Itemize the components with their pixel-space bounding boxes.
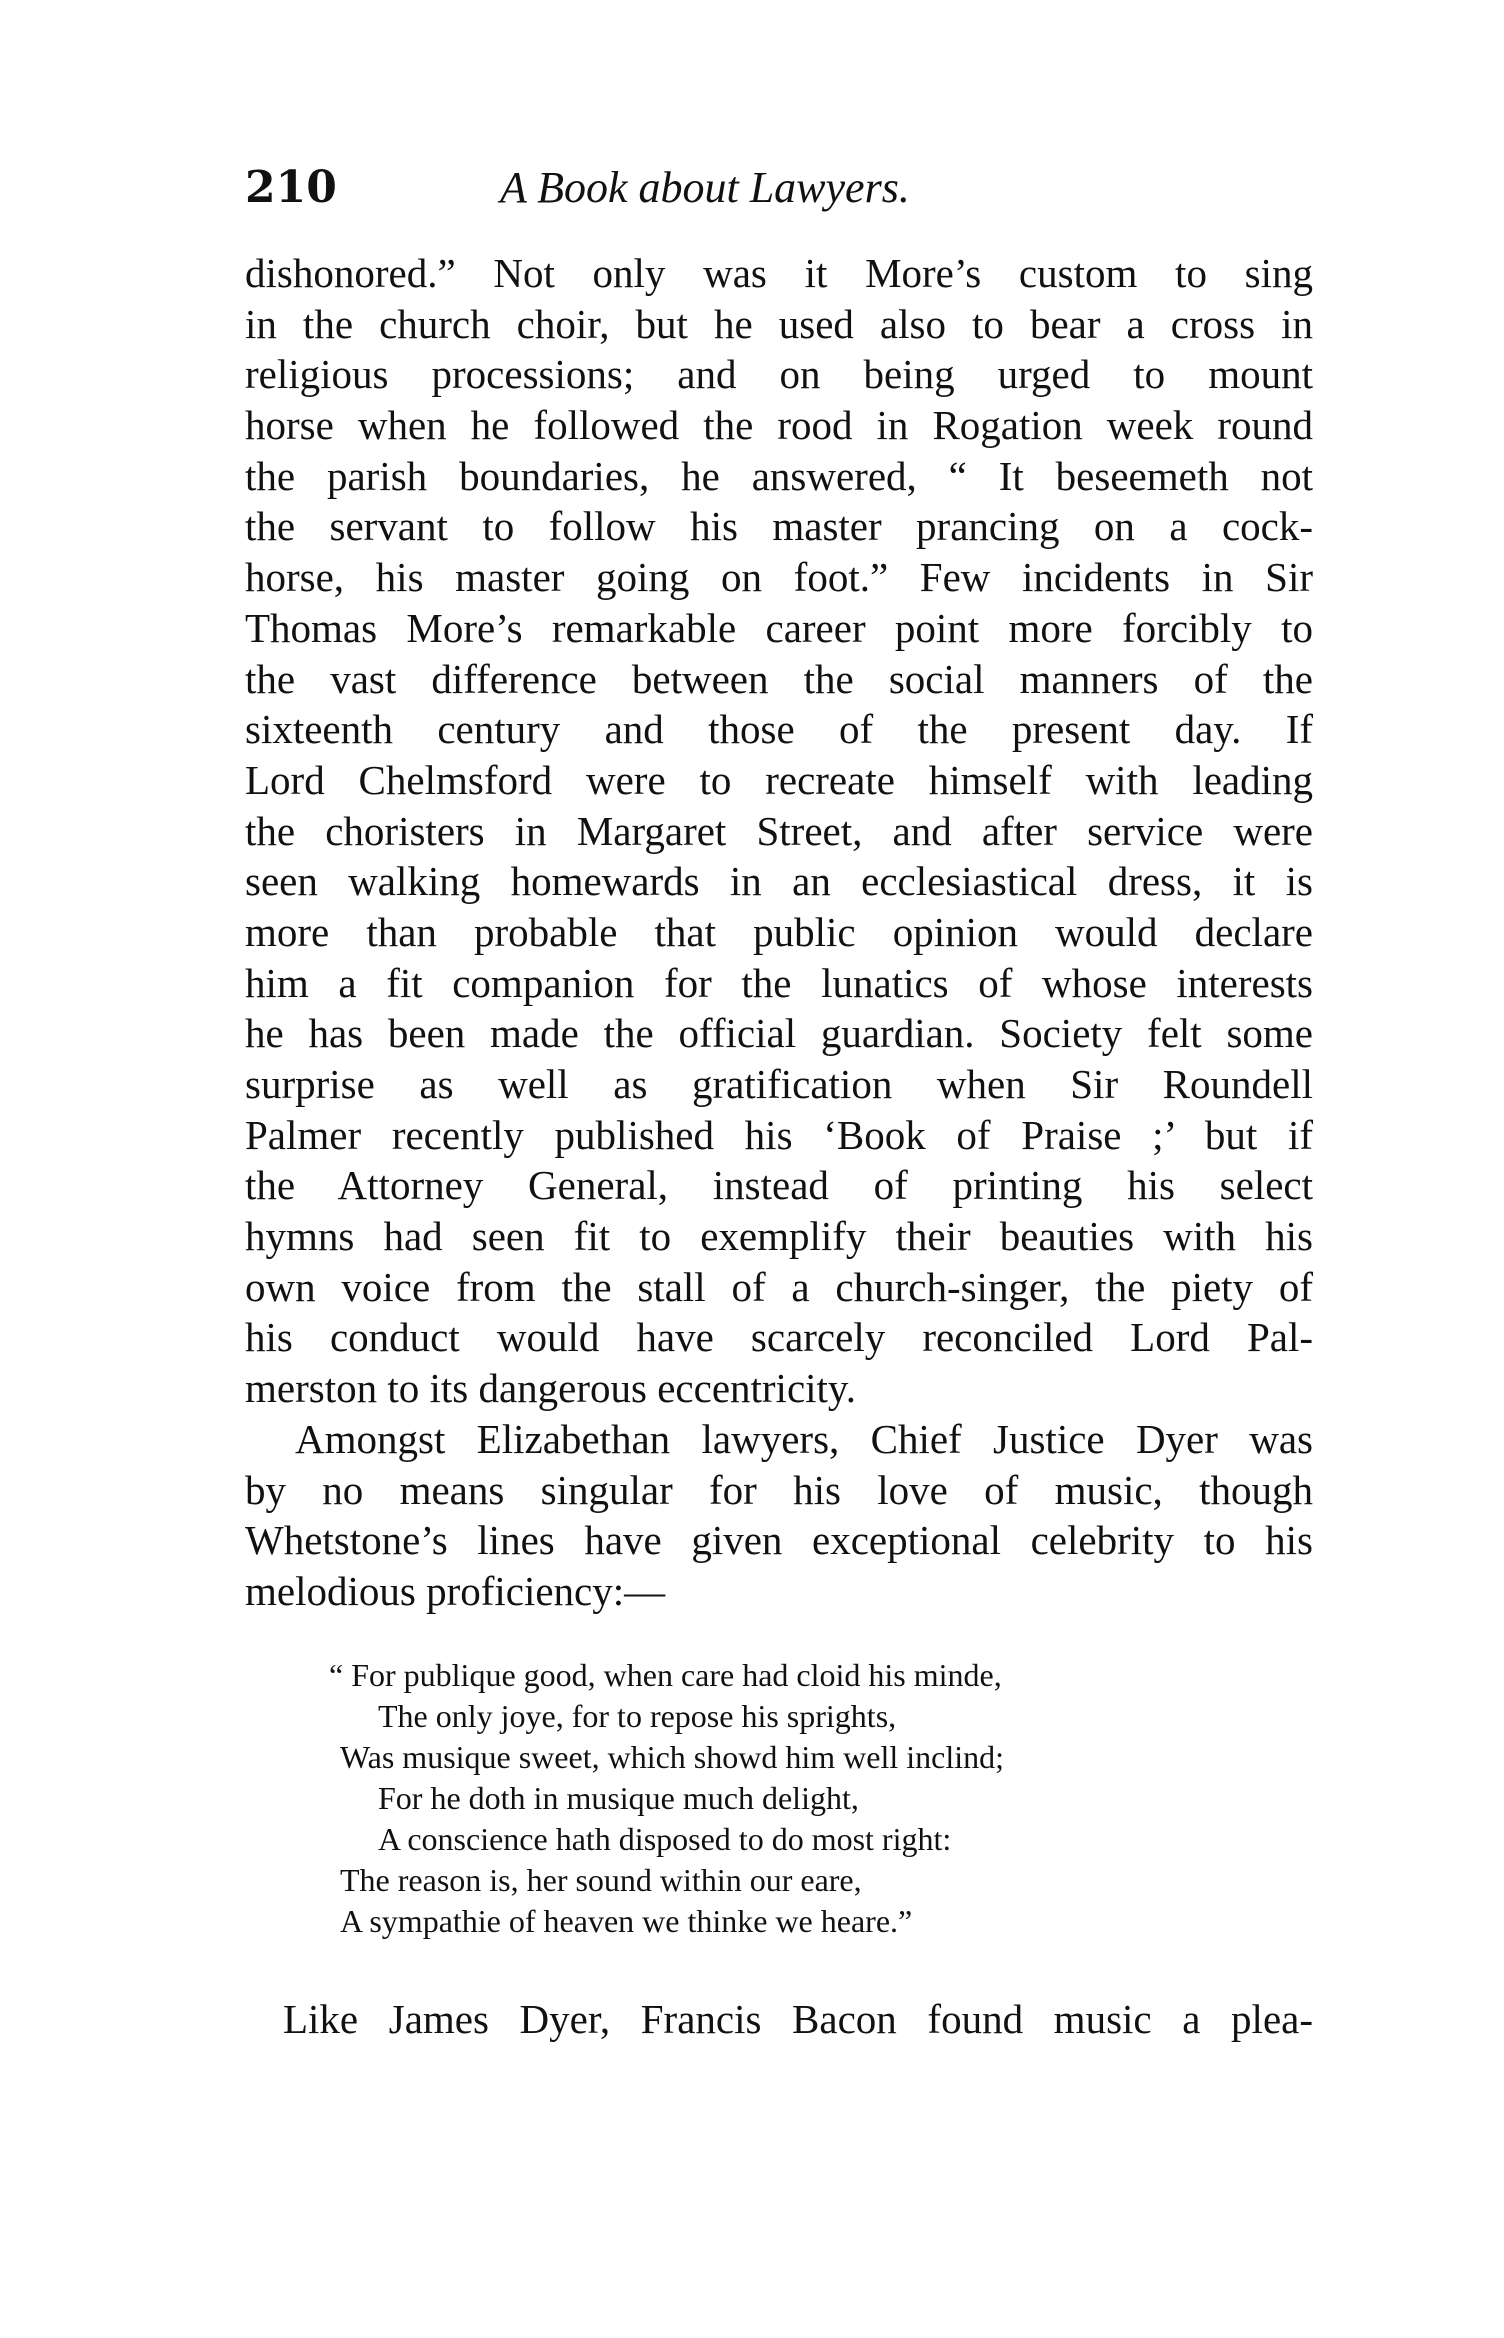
- text-line: the servant to follow his master prancing on a cock-: [245, 503, 1313, 550]
- text-line: merston to its dangerous eccentricity.: [245, 1365, 857, 1412]
- text-line: his conduct would have scarcely reconciled Lord Pal-: [245, 1314, 1313, 1361]
- text-line: Amongst Elizabethan lawyers, Chief Justice Dyer was: [295, 1415, 1313, 1462]
- verse-line: “ For publique good, when care had cloid his minde,: [329, 1657, 1002, 1693]
- text-line: more than probable that public opinion would declare: [245, 908, 1313, 955]
- text-line: dishonored.” Not only was it More’s custom to sing: [245, 250, 1313, 296]
- verse-line: A conscience hath disposed to do most right:: [378, 1821, 952, 1857]
- text-line: the vast difference between the social manners of the: [245, 655, 1313, 702]
- text-line: he has been made the official guardian. Society felt some: [245, 1010, 1313, 1057]
- text-line: horse, his master going on foot.” Few incidents in Sir: [245, 554, 1313, 601]
- text-line: seen walking homewards in an ecclesiastical dress, it is: [245, 858, 1313, 905]
- text-line: the choristers in Margaret Street, and after service were: [245, 807, 1313, 854]
- body-text: [245, 248, 1313, 1617]
- text-line: religious processions; and on being urged to mount: [245, 351, 1313, 398]
- running-head: [245, 158, 1315, 218]
- text-line: him a fit companion for the lunatics of whose interests: [245, 959, 1313, 1006]
- text-line: by no means singular for his love of music, though: [245, 1466, 1313, 1513]
- verse-line: The only joye, for to repose his sprights,: [378, 1698, 897, 1734]
- text-line: Lord Chelmsford were to recreate himself with leading: [245, 756, 1313, 803]
- verse-line: The reason is, her sound within our eare,: [340, 1862, 862, 1898]
- text-line: the parish boundaries, he answered, “ It beseemeth not: [245, 452, 1313, 499]
- verse-quotation: [329, 1655, 1240, 1942]
- text-line: Thomas More’s remarkable career point more forcibly to: [245, 604, 1313, 651]
- running-title: A Book about Lawyers.: [500, 163, 910, 212]
- text-line: Like James Dyer, Francis Bacon found music a plea-: [283, 1996, 1313, 2042]
- page-number: 210: [245, 162, 337, 213]
- verse-line: Was musique sweet, which showd him well inclind;: [340, 1739, 1004, 1775]
- text-line: Palmer recently published his ‘Book of Praise ;’ but if: [245, 1111, 1313, 1158]
- text-line: in the church choir, but he used also to bear a cross in: [245, 300, 1313, 347]
- verse-line: A sympathie of heaven we thinke we heare.”: [340, 1903, 913, 1939]
- text-line: own voice from the stall of a church-singer, the piety of: [245, 1263, 1313, 1310]
- text-line: the Attorney General, instead of printing his select: [245, 1162, 1313, 1209]
- text-line: surprise as well as gratification when Sir Roundell: [245, 1061, 1313, 1107]
- text-line: hymns had seen fit to exemplify their beauties with his: [245, 1213, 1313, 1260]
- text-line: sixteenth century and those of the present day. If: [245, 706, 1313, 753]
- text-line: Whetstone’s lines have given exceptional celebrity to his: [245, 1517, 1313, 1564]
- text-line: melodious proficiency:—: [245, 1567, 666, 1614]
- text-line: horse when he followed the rood in Rogation week round: [245, 402, 1313, 449]
- verse-line: For he doth in musique much delight,: [378, 1780, 859, 1816]
